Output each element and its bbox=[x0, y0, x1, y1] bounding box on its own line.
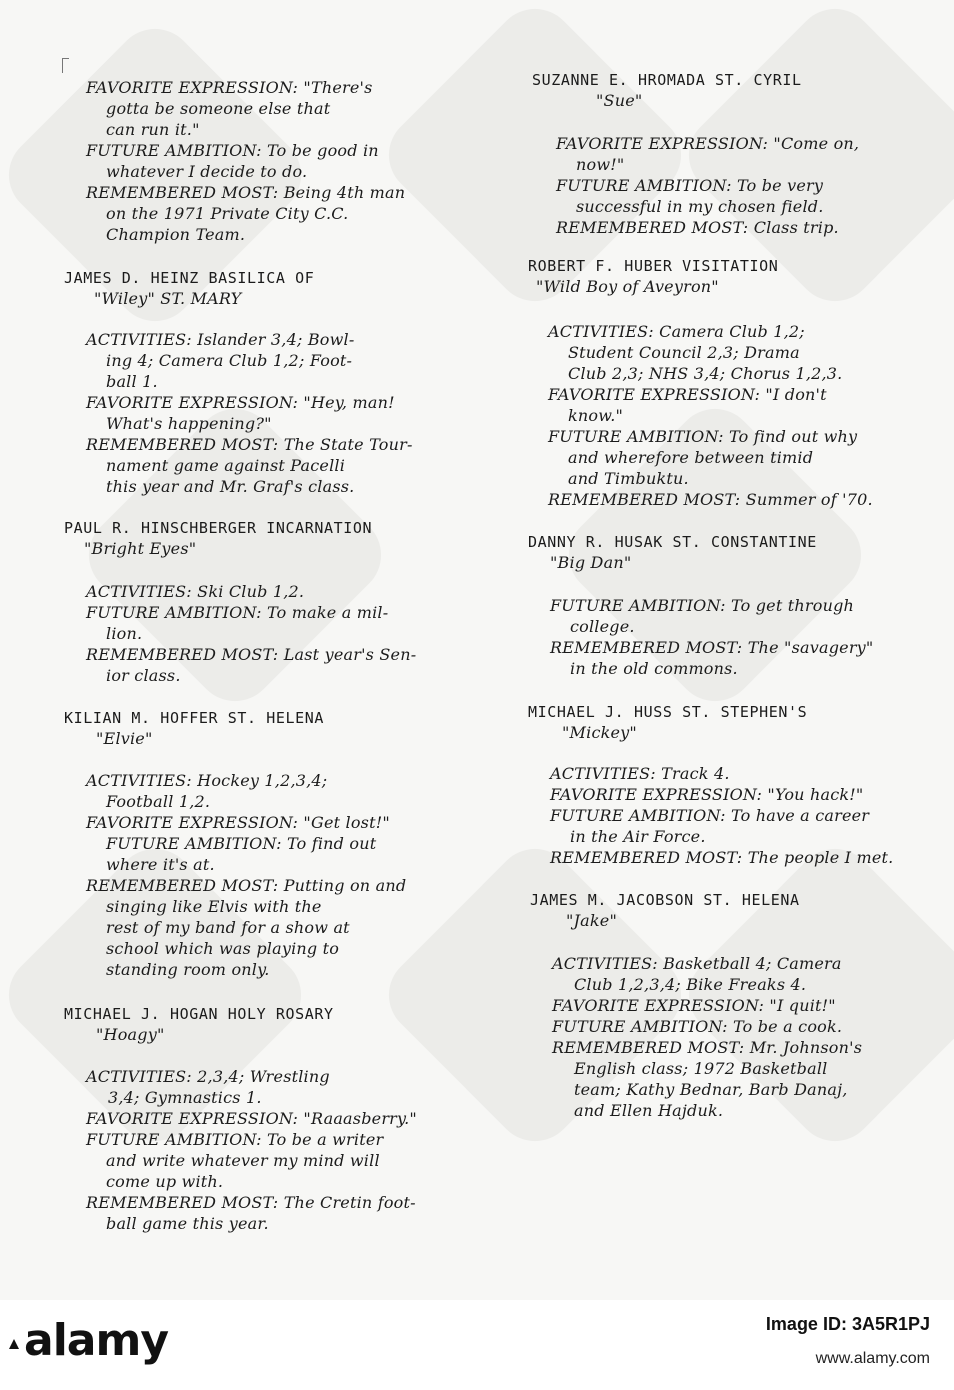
entry-text-line: FAVORITE EXPRESSION: "I don't bbox=[548, 385, 827, 404]
entry-text-line: FAVORITE EXPRESSION: "I quit!" bbox=[552, 996, 836, 1015]
entry-text-line: Champion Team. bbox=[106, 225, 246, 244]
entry-text-line: "Big Dan" bbox=[550, 553, 632, 572]
entry-text-line: FUTURE AMBITION: To have a career bbox=[550, 806, 870, 825]
entry-text-line: FUTURE AMBITION: To be good in bbox=[86, 141, 379, 160]
entry-text-line: ball game this year. bbox=[106, 1214, 269, 1233]
entry-text-line: FAVORITE EXPRESSION: "Hey, man! bbox=[86, 393, 395, 412]
entry-text-line: gotta be someone else that bbox=[106, 99, 331, 118]
corner-mark bbox=[62, 58, 69, 73]
student-name-line: PAUL R. HINSCHBERGER INCARNATION bbox=[64, 519, 373, 537]
entry-text-line: school which was playing to bbox=[106, 939, 340, 958]
entry-text-line: REMEMBERED MOST: The State Tour- bbox=[86, 435, 413, 454]
entry-text-line: and write whatever my mind will bbox=[106, 1151, 380, 1170]
entry-text-line: singing like Elvis with the bbox=[106, 897, 322, 916]
entry-text-line: English class; 1972 Basketball bbox=[574, 1059, 828, 1078]
entry-text-line: REMEMBERED MOST: Mr. Johnson's bbox=[552, 1038, 863, 1057]
entry-text-line: ACTIVITIES: Camera Club 1,2; bbox=[548, 322, 805, 341]
entry-text-line: Football 1,2. bbox=[106, 792, 211, 811]
entry-text-line: "Elvie" bbox=[96, 729, 153, 748]
entry-text-line: come up with. bbox=[106, 1172, 224, 1191]
entry-text-line: REMEMBERED MOST: Class trip. bbox=[556, 218, 839, 237]
student-name-line: SUZANNE E. HROMADA ST. CYRIL bbox=[532, 71, 802, 89]
entry-text-line: REMEMBERED MOST: Putting on and bbox=[86, 876, 407, 895]
entry-text-line: Student Council 2,3; Drama bbox=[568, 343, 800, 362]
entry-text-line: FUTURE AMBITION: To be a writer bbox=[86, 1130, 384, 1149]
entry-text-line: ACTIVITIES: Hockey 1,2,3,4; bbox=[86, 771, 328, 790]
student-name-line: KILIAN M. HOFFER ST. HELENA bbox=[64, 709, 325, 727]
entry-text-line: REMEMBERED MOST: The Cretin foot- bbox=[86, 1193, 416, 1212]
entry-text-line: What's happening?" bbox=[106, 414, 272, 433]
entry-text-line: FAVORITE EXPRESSION: "Raaasberry." bbox=[86, 1109, 417, 1128]
entry-text-line: now!" bbox=[576, 155, 625, 174]
student-name-line: MICHAEL J. HOGAN HOLY ROSARY bbox=[64, 1005, 334, 1023]
entry-text-line: FUTURE AMBITION: To be a cook. bbox=[552, 1017, 843, 1036]
student-name-line: MICHAEL J. HUSS ST. STEPHEN'S bbox=[528, 703, 808, 721]
entry-text-line: FUTURE AMBITION: To be very bbox=[556, 176, 824, 195]
entry-text-line: know." bbox=[568, 406, 624, 425]
entry-text-line: "Mickey" bbox=[562, 723, 637, 742]
entry-text-line: FUTURE AMBITION: To find out why bbox=[548, 427, 858, 446]
entry-text-line: ior class. bbox=[106, 666, 181, 685]
alamy-logo-icon bbox=[8, 1338, 20, 1350]
image-url: www.alamy.com bbox=[815, 1350, 930, 1367]
entry-text-line: lion. bbox=[106, 624, 143, 643]
entry-text-line: FAVORITE EXPRESSION: "There's bbox=[86, 78, 373, 97]
entry-text-line: REMEMBERED MOST: The people I met. bbox=[550, 848, 894, 867]
entry-text-line: FAVORITE EXPRESSION: "You hack!" bbox=[550, 785, 864, 804]
entry-text-line: standing room only. bbox=[106, 960, 270, 979]
alamy-logo: alamy bbox=[24, 1315, 168, 1366]
entry-text-line: FAVORITE EXPRESSION: "Come on, bbox=[556, 134, 860, 153]
entry-text-line: REMEMBERED MOST: Last year's Sen- bbox=[86, 645, 417, 664]
entry-text-line: 3,4; Gymnastics 1. bbox=[108, 1088, 262, 1107]
entry-text-line: "Sue" bbox=[596, 91, 643, 110]
image-id: Image ID: 3A5R1PJ bbox=[765, 1314, 930, 1334]
entry-text-line: FUTURE AMBITION: To make a mil- bbox=[86, 603, 389, 622]
entry-text-line: FUTURE AMBITION: To find out bbox=[106, 834, 377, 853]
entry-text-line: and Timbuktu. bbox=[568, 469, 689, 488]
entry-text-line: ball 1. bbox=[106, 372, 158, 391]
entry-text-line: can run it." bbox=[106, 120, 200, 139]
entry-text-line: and Ellen Hajduk. bbox=[574, 1101, 724, 1120]
entry-text-line: ing 4; Camera Club 1,2; Foot- bbox=[106, 351, 353, 370]
entry-text-line: ACTIVITIES: Ski Club 1,2. bbox=[86, 582, 305, 601]
entry-text-line: in the Air Force. bbox=[570, 827, 706, 846]
entry-text-line: on the 1971 Private City C.C. bbox=[106, 204, 349, 223]
entry-text-line: team; Kathy Bednar, Barb Danaj, bbox=[574, 1080, 848, 1099]
entry-text-line: ACTIVITIES: Basketball 4; Camera bbox=[552, 954, 842, 973]
student-name-line: JAMES D. HEINZ BASILICA OF bbox=[64, 269, 315, 287]
entry-text-line: "Jake" bbox=[566, 911, 618, 930]
entry-text-line: ACTIVITIES: 2,3,4; Wrestling bbox=[86, 1067, 330, 1086]
entry-text-line: where it's at. bbox=[106, 855, 215, 874]
entry-text-line: college. bbox=[570, 617, 635, 636]
entry-text-line: in the old commons. bbox=[570, 659, 738, 678]
entry-text-line: rest of my band for a show at bbox=[106, 918, 350, 937]
entry-text-line: "Wiley" ST. MARY bbox=[94, 289, 242, 308]
entry-text-line: this year and Mr. Graf's class. bbox=[106, 477, 355, 496]
entry-text-line: successful in my chosen field. bbox=[576, 197, 824, 216]
entry-text-line: Club 1,2,3,4; Bike Freaks 4. bbox=[574, 975, 807, 994]
entry-text-line: "Wild Boy of Aveyron" bbox=[536, 277, 719, 296]
student-name-line: ROBERT F. HUBER VISITATION bbox=[528, 257, 779, 275]
student-name-line: DANNY R. HUSAK ST. CONSTANTINE bbox=[528, 533, 817, 551]
entry-text-line: FUTURE AMBITION: To get through bbox=[550, 596, 855, 615]
entry-text-line: REMEMBERED MOST: Summer of '70. bbox=[548, 490, 873, 509]
entry-text-line: whatever I decide to do. bbox=[106, 162, 308, 181]
entry-text-line: ACTIVITIES: Islander 3,4; Bowl- bbox=[86, 330, 355, 349]
entry-text-line: ACTIVITIES: Track 4. bbox=[550, 764, 730, 783]
entry-text-line: "Bright Eyes" bbox=[84, 539, 197, 558]
entry-text-line: nament game against Pacelli bbox=[106, 456, 346, 475]
entry-text-line: REMEMBERED MOST: Being 4th man bbox=[86, 183, 406, 202]
entry-text-line: FAVORITE EXPRESSION: "Get lost!" bbox=[86, 813, 390, 832]
entry-text-line: Club 2,3; NHS 3,4; Chorus 1,2,3. bbox=[568, 364, 843, 383]
entry-text-line: "Hoagy" bbox=[96, 1025, 165, 1044]
entry-text-line: and wherefore between timid bbox=[568, 448, 814, 467]
entry-text-line: REMEMBERED MOST: The "savagery" bbox=[550, 638, 874, 657]
student-name-line: JAMES M. JACOBSON ST. HELENA bbox=[530, 891, 800, 909]
